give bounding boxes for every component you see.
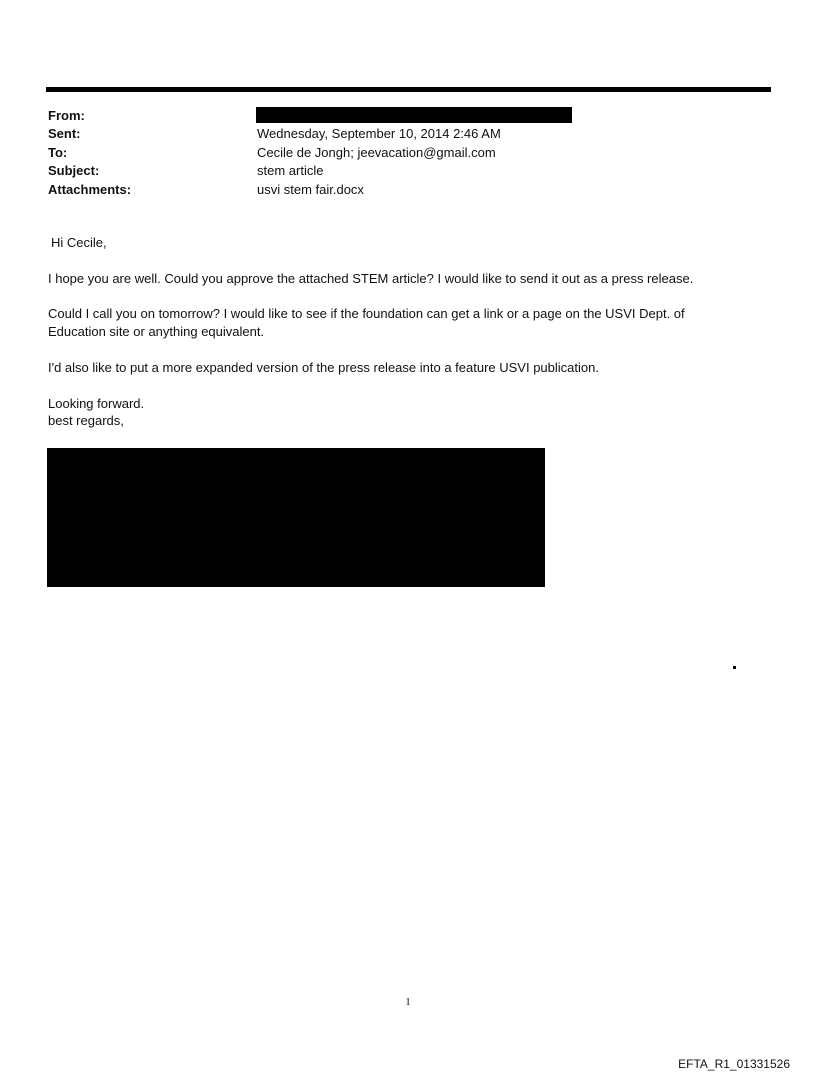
- subject-value: stem article: [257, 163, 324, 178]
- body-paragraph-2-line-2: Education site or anything equivalent.: [48, 324, 265, 339]
- to-label: To:: [48, 145, 68, 160]
- header-divider-rule: [46, 87, 771, 92]
- bates-number: EFTA_R1_01331526: [678, 1057, 790, 1071]
- sent-label: Sent:: [48, 126, 81, 141]
- greeting: Hi Cecile,: [51, 235, 107, 250]
- scan-speck: [733, 666, 736, 669]
- redacted-sender-block: [256, 107, 572, 123]
- closing-line: Looking forward.: [48, 396, 145, 411]
- body-paragraph-3: I'd also like to put a more expanded version of the press release into a feature USVI publication.: [48, 360, 599, 375]
- sent-value: Wednesday, September 10, 2014 2:46 AM: [257, 126, 501, 141]
- page-number: 1: [405, 996, 411, 1008]
- redacted-signature-block: [47, 448, 545, 587]
- attachments-label: Attachments:: [48, 182, 132, 197]
- sign-off: best regards,: [48, 413, 124, 428]
- subject-label: Subject:: [48, 163, 100, 178]
- to-value: Cecile de Jongh; jeevacation@gmail.com: [257, 145, 496, 160]
- from-label: From:: [48, 108, 85, 123]
- body-paragraph-2-line-1: Could I call you on tomorrow? I would like to see if the foundation can get a link or a page on the USVI Dept. of: [48, 306, 685, 321]
- attachment-filename: usvi stem fair.docx: [257, 182, 364, 197]
- body-paragraph-1: I hope you are well. Could you approve the attached STEM article? I would like to send it out as a press release.: [48, 271, 694, 286]
